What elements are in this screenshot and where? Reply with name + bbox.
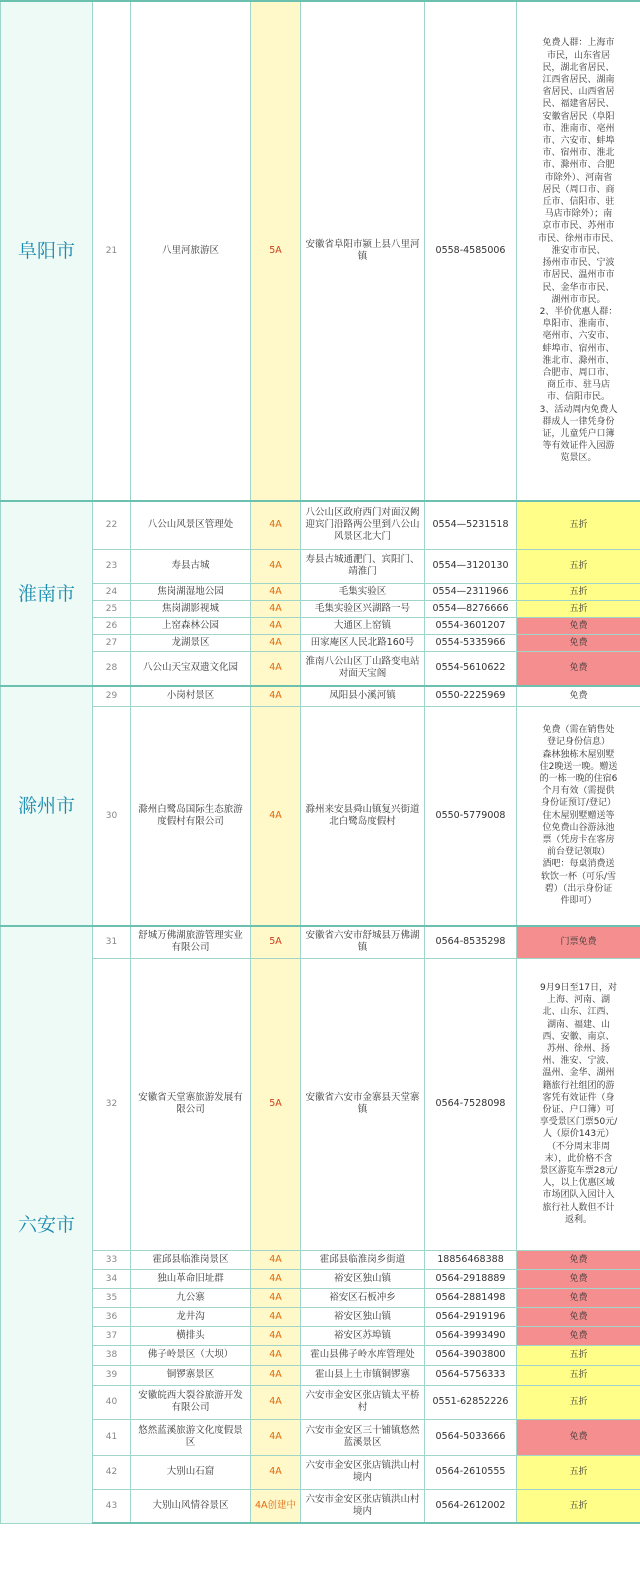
row-number: 28 bbox=[93, 651, 131, 686]
discount-policy: 五折 bbox=[517, 549, 640, 583]
discount-policy: 免费 bbox=[517, 1250, 640, 1269]
table-row bbox=[1, 958, 640, 1250]
scenic-spot-name: 滁州白鹭岛国际生态旅游度假村有限公司 bbox=[131, 706, 251, 926]
scenic-address: 六安市金安区张店镇太平桥村 bbox=[301, 1385, 425, 1419]
discount-text-line: 市、滁州市、合肥 bbox=[542, 160, 615, 171]
table-row bbox=[1, 651, 640, 686]
discount-policy: 五折 bbox=[517, 1489, 640, 1523]
scenic-spot-name: 大别山石窟 bbox=[131, 1455, 251, 1489]
scenic-spot-name: 龙湖景区 bbox=[131, 634, 251, 651]
scenic-spot-name: 舒城万佛湖旅游管理实业有限公司 bbox=[131, 926, 251, 958]
discount-text-line: 市除外）、河南省 bbox=[544, 172, 613, 183]
city-name: 滁州市 bbox=[1, 686, 93, 926]
contact-phone: 0564-3993490 bbox=[425, 1326, 517, 1345]
scenic-spot-name: 焦岗湖湿地公园 bbox=[131, 583, 251, 600]
discount-text-line: 返利。 bbox=[564, 1214, 592, 1225]
scenic-address: 裕安区苏埠镇 bbox=[301, 1326, 425, 1345]
scenic-spot-name: 安徽皖西大裂谷旅游开发有限公司 bbox=[131, 1385, 251, 1419]
scenic-spot-name: 九公寨 bbox=[131, 1288, 251, 1307]
discount-text-line: 的一栋一晚的住宿6 bbox=[539, 774, 618, 785]
discount-text-line: 人（原价143元） bbox=[542, 1129, 615, 1140]
contact-phone: 0564-2610555 bbox=[425, 1455, 517, 1489]
discount-policy: 五折 bbox=[517, 1365, 640, 1385]
scenic-address: 裕安区独山镇 bbox=[301, 1269, 425, 1288]
contact-phone: 0554—3120130 bbox=[425, 549, 517, 583]
discount-text-line: 北、山东、江西、 bbox=[542, 1007, 615, 1018]
contact-phone: 0564-2919196 bbox=[425, 1307, 517, 1326]
row-number: 31 bbox=[93, 926, 131, 958]
scenic-grade: 4A bbox=[251, 1288, 301, 1307]
discount-text-line: 份证、户口簿）可 bbox=[542, 1105, 615, 1115]
discount-text-line: 票（凭房卡在客房 bbox=[542, 835, 615, 846]
scenic-address: 霍山县上土市镇铜锣寨 bbox=[301, 1365, 425, 1385]
table-row bbox=[1, 617, 640, 634]
discount-text-line: 软饮一杯（可乐/雪 bbox=[540, 871, 617, 882]
scenic-grade: 4A bbox=[251, 1419, 301, 1455]
table-row bbox=[1, 583, 640, 600]
discount-text-line: 享受景区门票50元/ bbox=[539, 1117, 618, 1128]
scenic-grade: 4A bbox=[251, 1250, 301, 1269]
row-number: 25 bbox=[93, 600, 131, 617]
scenic-address: 六安市金安区张店镇洪山村境内 bbox=[301, 1455, 425, 1489]
discount-text-line: 扬州市市民、宁波 bbox=[542, 258, 615, 269]
discount-policy: 免费 bbox=[517, 617, 640, 634]
discount-text-line: 市民，山东省居 bbox=[546, 50, 610, 61]
discount-policy: 免费 bbox=[517, 1288, 640, 1307]
scenic-spot-name: 八公山天宝双遗文化园 bbox=[131, 651, 251, 686]
scenic-spot-name: 八公山风景区管理处 bbox=[131, 501, 251, 549]
discount-text-line: 市、信阳市民。 bbox=[546, 392, 610, 403]
scenic-address: 淮南八公山区丁山路变电站对面天宝阁 bbox=[301, 651, 425, 686]
discount-text-line: 居民（周口市、商 bbox=[542, 184, 615, 195]
discount-text-line: 森林独栋木屋别墅 bbox=[542, 749, 615, 760]
discount-text-line: 西、安徽、南京、 bbox=[542, 1031, 615, 1042]
discount-policy: 五折 bbox=[517, 1345, 640, 1365]
scenic-grade: 4A bbox=[251, 1307, 301, 1326]
discount-text-line: 人，以上优惠区域 bbox=[542, 1178, 615, 1189]
table-row bbox=[1, 501, 640, 549]
discount-text-line: 市居民、温州市市 bbox=[542, 270, 615, 281]
discount-policy: 免费 bbox=[517, 634, 640, 651]
scenic-spot-name: 八里河旅游区 bbox=[131, 1, 251, 501]
table-row bbox=[1, 1365, 640, 1385]
discount-policy: 免费 bbox=[517, 686, 640, 706]
discount-policy bbox=[517, 1, 640, 501]
scenic-spot-name: 大别山风情谷景区 bbox=[131, 1489, 251, 1523]
table-row bbox=[1, 1307, 640, 1326]
discount-text-line: 民、金华市市民、 bbox=[542, 282, 615, 293]
discount-text-line: 省居民、山西省居 bbox=[542, 87, 615, 98]
discount-text-line: 9月9日至17日，对 bbox=[540, 982, 617, 993]
table-row bbox=[1, 549, 640, 583]
scenic-grade: 4A bbox=[251, 617, 301, 634]
row-number: 30 bbox=[93, 706, 131, 926]
discount-text-line: 湖州市市民。 bbox=[551, 294, 606, 305]
contact-phone: 0551-62852226 bbox=[425, 1385, 517, 1419]
row-number: 40 bbox=[93, 1385, 131, 1419]
discount-text-line: 身份证预订/登记） bbox=[540, 798, 617, 809]
discount-text-line: 安徽省居民（阜阳 bbox=[542, 111, 615, 122]
row-number: 39 bbox=[93, 1365, 131, 1385]
contact-phone: 0554-5610622 bbox=[425, 651, 517, 686]
row-number: 29 bbox=[93, 686, 131, 706]
discount-policy: 五折 bbox=[517, 1455, 640, 1489]
scenic-spot-name: 龙井沟 bbox=[131, 1307, 251, 1326]
discount-policy bbox=[517, 958, 640, 1250]
scenic-address: 大通区上窑镇 bbox=[301, 617, 425, 634]
scenic-spot-name: 铜锣寨景区 bbox=[131, 1365, 251, 1385]
discount-text-line: 前台登记领取） bbox=[546, 847, 610, 858]
row-number: 27 bbox=[93, 634, 131, 651]
scenic-grade: 4A bbox=[251, 651, 301, 686]
scenic-spot-name: 横排头 bbox=[131, 1326, 251, 1345]
city-name: 六安市 bbox=[1, 926, 93, 1523]
table-body bbox=[1, 1, 640, 1523]
discount-text-line: 住木屋别墅赠送等 bbox=[542, 810, 615, 821]
discount-text-line: 淮安市市民、 bbox=[551, 245, 606, 256]
discount-text-line: 市民、徐州市市民、 bbox=[537, 233, 619, 244]
contact-phone: 0564-2612002 bbox=[425, 1489, 517, 1523]
scenic-address: 寿县古城通淝门、宾阳门、靖淮门 bbox=[301, 549, 425, 583]
discount-text-line: 免费人群：上海市 bbox=[542, 38, 615, 49]
row-number: 24 bbox=[93, 583, 131, 600]
row-number: 34 bbox=[93, 1269, 131, 1288]
discount-policy: 门票免费 bbox=[517, 926, 640, 958]
row-number: 35 bbox=[93, 1288, 131, 1307]
city-name: 阜阳市 bbox=[1, 1, 93, 501]
scenic-address: 六安市金安区张店镇洪山村境内 bbox=[301, 1489, 425, 1523]
table-row bbox=[1, 634, 640, 651]
discount-text-line: 商丘市、驻马店 bbox=[546, 380, 610, 391]
scenic-spot-name: 悠然蓝溪旅游文化度假景区 bbox=[131, 1419, 251, 1455]
discount-text-line: 州、淮安、宁波、 bbox=[542, 1056, 615, 1067]
discount-policy bbox=[517, 706, 640, 926]
discount-text-line: 江西省居民、湖南 bbox=[542, 75, 615, 86]
discount-text-line: 蚌埠市、宿州市、 bbox=[542, 343, 615, 354]
contact-phone: 0554—2311966 bbox=[425, 583, 517, 600]
discount-text-line: 2、半价优惠人群： bbox=[539, 306, 618, 317]
discount-text-line: 件即可） bbox=[560, 896, 597, 907]
contact-phone: 0554-5335966 bbox=[425, 634, 517, 651]
row-number: 33 bbox=[93, 1250, 131, 1269]
scenic-address: 田家庵区人民北路160号 bbox=[301, 634, 425, 651]
discount-policy: 免费 bbox=[517, 1269, 640, 1288]
discount-text-line: 亳州市、六安市、 bbox=[542, 331, 615, 342]
scenic-address: 裕安区独山镇 bbox=[301, 1307, 425, 1326]
row-number: 22 bbox=[93, 501, 131, 549]
discount-text-line: 合肥市、周口市、 bbox=[542, 367, 615, 378]
scenic-grade: 4A bbox=[251, 1326, 301, 1345]
row-number: 26 bbox=[93, 617, 131, 634]
contact-phone: 0554—8276666 bbox=[425, 600, 517, 617]
discount-policy: 免费 bbox=[517, 1419, 640, 1455]
discount-text-line: 阜阳市、淮南市、 bbox=[542, 319, 615, 330]
scenic-grade: 4A bbox=[251, 549, 301, 583]
contact-phone: 0564-2881498 bbox=[425, 1288, 517, 1307]
discount-policy: 五折 bbox=[517, 501, 640, 549]
scenic-spot-name: 焦岗湖影视城 bbox=[131, 600, 251, 617]
scenic-grade: 5A bbox=[251, 926, 301, 958]
scenic-address: 凤阳县小溪河镇 bbox=[301, 686, 425, 706]
table-row bbox=[1, 1455, 640, 1489]
discount-text-line: 旅行社人数但不计 bbox=[542, 1202, 615, 1213]
table-row bbox=[1, 686, 640, 706]
scenic-address: 毛集实验区兴湖路一号 bbox=[301, 600, 425, 617]
discount-text-line: 上海、河南、湖 bbox=[546, 995, 610, 1006]
discount-text-line: 3、活动周内免费人 bbox=[539, 404, 618, 415]
scenic-grade: 4A bbox=[251, 1269, 301, 1288]
contact-phone: 0554—5231518 bbox=[425, 501, 517, 549]
discount-text-line: 位免费山谷游泳池 bbox=[542, 822, 615, 833]
contact-phone: 0564-2918889 bbox=[425, 1269, 517, 1288]
scenic-address: 安徽省阜阳市颍上县八里河镇 bbox=[301, 1, 425, 501]
table-row bbox=[1, 1489, 640, 1523]
row-number: 21 bbox=[93, 1, 131, 501]
discount-text-line: 温州、金华、湖州 bbox=[542, 1068, 615, 1079]
contact-phone: 0550-5779008 bbox=[425, 706, 517, 926]
discount-text-line: （不分周末非周 bbox=[546, 1141, 610, 1152]
scenic-spot-name: 寿县古城 bbox=[131, 549, 251, 583]
row-number: 37 bbox=[93, 1326, 131, 1345]
table-row bbox=[1, 1419, 640, 1455]
scenic-grade: 4A bbox=[251, 600, 301, 617]
contact-phone: 0554-3601207 bbox=[425, 617, 517, 634]
contact-phone: 0564-5033666 bbox=[425, 1419, 517, 1455]
discount-policy: 免费 bbox=[517, 1326, 640, 1345]
scenic-grade: 4A bbox=[251, 1345, 301, 1365]
row-number: 41 bbox=[93, 1419, 131, 1455]
discount-text-line: 末），此价格不含 bbox=[544, 1153, 613, 1164]
scenic-grade: 4A bbox=[251, 1455, 301, 1489]
discount-text-line: 群成人一律凭身份 bbox=[542, 416, 615, 427]
scenic-address: 六安市金安区三十铺镇悠然蓝溪景区 bbox=[301, 1419, 425, 1455]
discount-text-line: 京市市民、苏州市 bbox=[542, 221, 615, 232]
discount-text-line: 酒吧：每桌消费送 bbox=[542, 859, 615, 870]
scenic-grade: 5A bbox=[251, 1, 301, 501]
discount-text-line: 客凭有效证件（身 bbox=[542, 1092, 615, 1103]
row-number: 43 bbox=[93, 1489, 131, 1523]
contact-phone: 0550-2225969 bbox=[425, 686, 517, 706]
scenic-address: 霍邱县临淮岗乡街道 bbox=[301, 1250, 425, 1269]
discount-text-line: 碧）（出示身份证 bbox=[544, 883, 613, 894]
discount-text-line: 证，儿童凭户口簿 bbox=[542, 428, 615, 439]
discount-text-line: 览景区。 bbox=[560, 453, 597, 464]
scenic-address: 毛集实验区 bbox=[301, 583, 425, 600]
discount-text-line: 景区游览车票28元/ bbox=[539, 1166, 618, 1177]
scenic-spot-name: 佛子岭景区（大坝） bbox=[131, 1345, 251, 1365]
contact-phone: 0564-5756333 bbox=[425, 1365, 517, 1385]
table-row bbox=[1, 1326, 640, 1345]
contact-phone: 0564-3903800 bbox=[425, 1345, 517, 1365]
discount-text-line: 个月有效（需提供 bbox=[542, 786, 615, 797]
contact-phone: 18856468388 bbox=[425, 1250, 517, 1269]
contact-phone: 0558-4585006 bbox=[425, 1, 517, 501]
scenic-address: 安徽省六安市舒城县万佛湖镇 bbox=[301, 926, 425, 958]
table-row bbox=[1, 1, 640, 501]
discount-text-line: 市场团队入园计入 bbox=[542, 1190, 615, 1201]
table-row bbox=[1, 1269, 640, 1288]
table-row bbox=[1, 1288, 640, 1307]
scenic-grade: 4A bbox=[251, 706, 301, 926]
scenic-grade: 4A bbox=[251, 583, 301, 600]
table-row bbox=[1, 1385, 640, 1419]
discount-text-line: 等有效证件入园游 bbox=[542, 441, 615, 452]
discount-policy: 免费 bbox=[517, 1307, 640, 1326]
row-number: 36 bbox=[93, 1307, 131, 1326]
table-row bbox=[1, 600, 640, 617]
scenic-address: 滁州来安县舜山镇复兴街道北白鹭岛度假村 bbox=[301, 706, 425, 926]
contact-phone: 0564-8535298 bbox=[425, 926, 517, 958]
scenic-spot-name: 霍邱县临淮岗景区 bbox=[131, 1250, 251, 1269]
discount-text-line: 市、淮南市、亳州 bbox=[542, 123, 615, 134]
discount-policy: 五折 bbox=[517, 583, 640, 600]
discount-text-line: 民，湖北省居民、 bbox=[542, 62, 615, 73]
scenic-grade: 4A bbox=[251, 501, 301, 549]
table-row bbox=[1, 1250, 640, 1269]
row-number: 32 bbox=[93, 958, 131, 1250]
discount-policy: 五折 bbox=[517, 600, 640, 617]
city-name: 淮南市 bbox=[1, 501, 93, 686]
scenic-grade: 4A bbox=[251, 1385, 301, 1419]
discount-text-line: 市、六安市、蚌埠 bbox=[542, 136, 615, 147]
discount-text-line: 淮北市、滁州市、 bbox=[542, 355, 615, 366]
discount-text-line: 住2晚送一晚。赠送 bbox=[539, 761, 618, 772]
scenic-spot-name: 安徽省天堂寨旅游发展有限公司 bbox=[131, 958, 251, 1250]
scenic-grade: 4A bbox=[251, 686, 301, 706]
scenic-address: 八公山区政府西门对面汉阙迎宾门沿路两公里到八公山风景区北大门 bbox=[301, 501, 425, 549]
scenic-grade: 4A bbox=[251, 1365, 301, 1385]
scenic-grade: 4A创建中 bbox=[251, 1489, 301, 1523]
scenic-address: 安徽省六安市金寨县天堂寨镇 bbox=[301, 958, 425, 1250]
discount-text-line: 湖南、福建、山 bbox=[546, 1019, 610, 1030]
discount-text-line: 苏州、徐州、扬 bbox=[546, 1043, 610, 1054]
scenic-spot-name: 上窑森林公园 bbox=[131, 617, 251, 634]
table-row bbox=[1, 926, 640, 958]
table-row bbox=[1, 706, 640, 926]
discount-policy: 免费 bbox=[517, 651, 640, 686]
scenic-spot-name: 独山革命旧址群 bbox=[131, 1269, 251, 1288]
scenic-grade: 4A bbox=[251, 634, 301, 651]
contact-phone: 0564-7528098 bbox=[425, 958, 517, 1250]
scenic-spot-name: 小岗村景区 bbox=[131, 686, 251, 706]
row-number: 23 bbox=[93, 549, 131, 583]
discount-text-line: 民、福建省居民、 bbox=[542, 99, 615, 110]
discount-text-line: 籍旅行社组团的游 bbox=[542, 1080, 615, 1091]
scenic-grade: 5A bbox=[251, 958, 301, 1250]
row-number: 38 bbox=[93, 1345, 131, 1365]
discount-text-line: 免费（需在销售处 bbox=[542, 725, 615, 736]
row-number: 42 bbox=[93, 1455, 131, 1489]
scenic-address: 霍山县佛子岭水库管理处 bbox=[301, 1345, 425, 1365]
table-row bbox=[1, 1345, 640, 1365]
discount-text-line: 登记身份信息） bbox=[546, 737, 610, 748]
discount-text-line: 马店市除外）；南 bbox=[544, 209, 613, 220]
discount-text-line: 丘市、信阳市、驻 bbox=[542, 197, 615, 208]
scenic-address: 裕安区石板冲乡 bbox=[301, 1288, 425, 1307]
discount-policy: 五折 bbox=[517, 1385, 640, 1419]
discount-text-line: 市、宿州市、淮北 bbox=[542, 148, 615, 159]
